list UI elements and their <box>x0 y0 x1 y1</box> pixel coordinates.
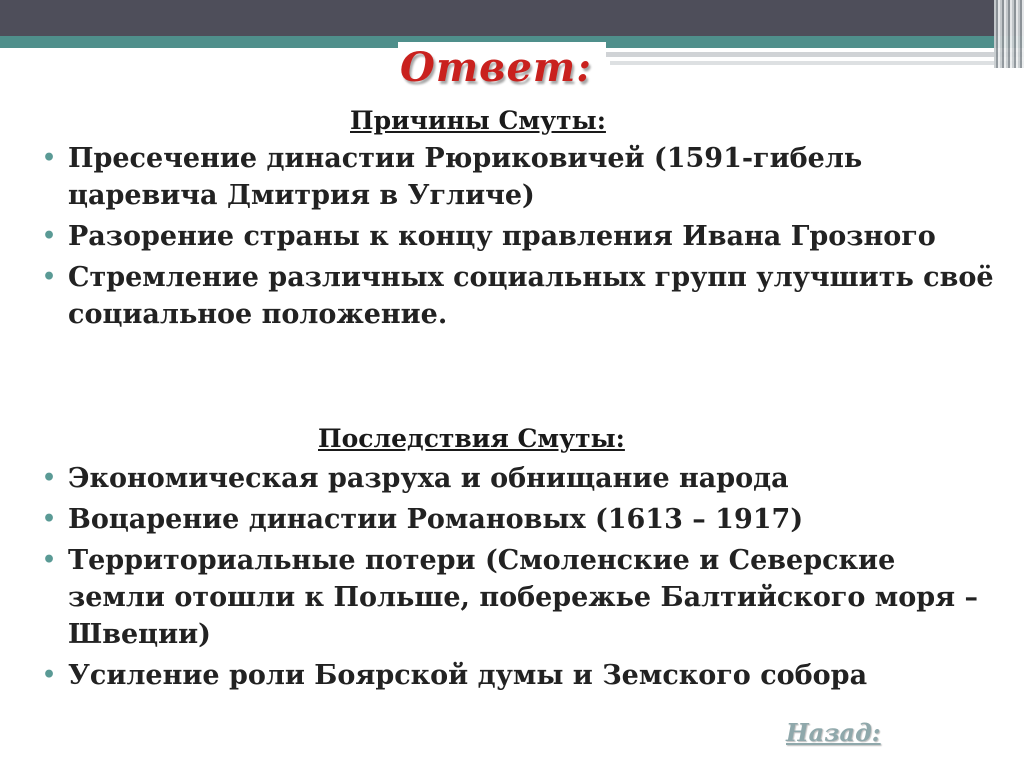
bullet-icon: • <box>42 223 57 249</box>
causes-list <box>40 140 1000 337</box>
header-grey-line-2 <box>610 61 1024 65</box>
back-link[interactable]: Назад: <box>786 718 881 747</box>
list-item-text: Воцарение династии Романовых (1613 – 1917) <box>68 504 804 535</box>
list-item <box>40 460 1000 497</box>
list-item <box>40 259 1000 333</box>
bullet-icon: • <box>42 465 57 491</box>
bullet-icon: • <box>42 145 57 171</box>
bullet-icon: • <box>42 547 57 573</box>
list-item-text: Экономическая разруха и обнищание народа <box>68 463 789 494</box>
header-dark-band <box>0 0 1024 36</box>
slide-title: Ответ: <box>400 44 592 91</box>
list-item-text: Разорение страны к концу правления Ивана Грозного <box>68 221 936 252</box>
bullet-icon: • <box>42 506 57 532</box>
causes-heading: Причины Смуты: <box>350 106 606 135</box>
list-item <box>40 542 1000 653</box>
list-item <box>40 657 1000 694</box>
consequences-heading: Последствия Смуты: <box>318 424 625 453</box>
list-item-text: Пресечение династии Рюриковичей (1591-гибель царевича Дмитрия в Угличе) <box>68 143 863 211</box>
list-item <box>40 218 1000 255</box>
header-grey-line-1 <box>600 52 1024 57</box>
list-item-text: Стремление различных социальных групп улучшить своё социальное положение. <box>68 262 994 330</box>
list-item <box>40 501 1000 538</box>
list-item-text: Усиление роли Боярской думы и Земского собора <box>68 660 868 691</box>
consequences-list <box>40 460 1000 698</box>
list-item-text: Территориальные потери (Смоленские и Северские земли отошли к Польше, побережье Балтийского моря – Швеции) <box>68 545 978 650</box>
header-stripes-decoration <box>994 0 1024 68</box>
list-item <box>40 140 1000 214</box>
bullet-icon: • <box>42 264 57 290</box>
bullet-icon: • <box>42 662 57 688</box>
